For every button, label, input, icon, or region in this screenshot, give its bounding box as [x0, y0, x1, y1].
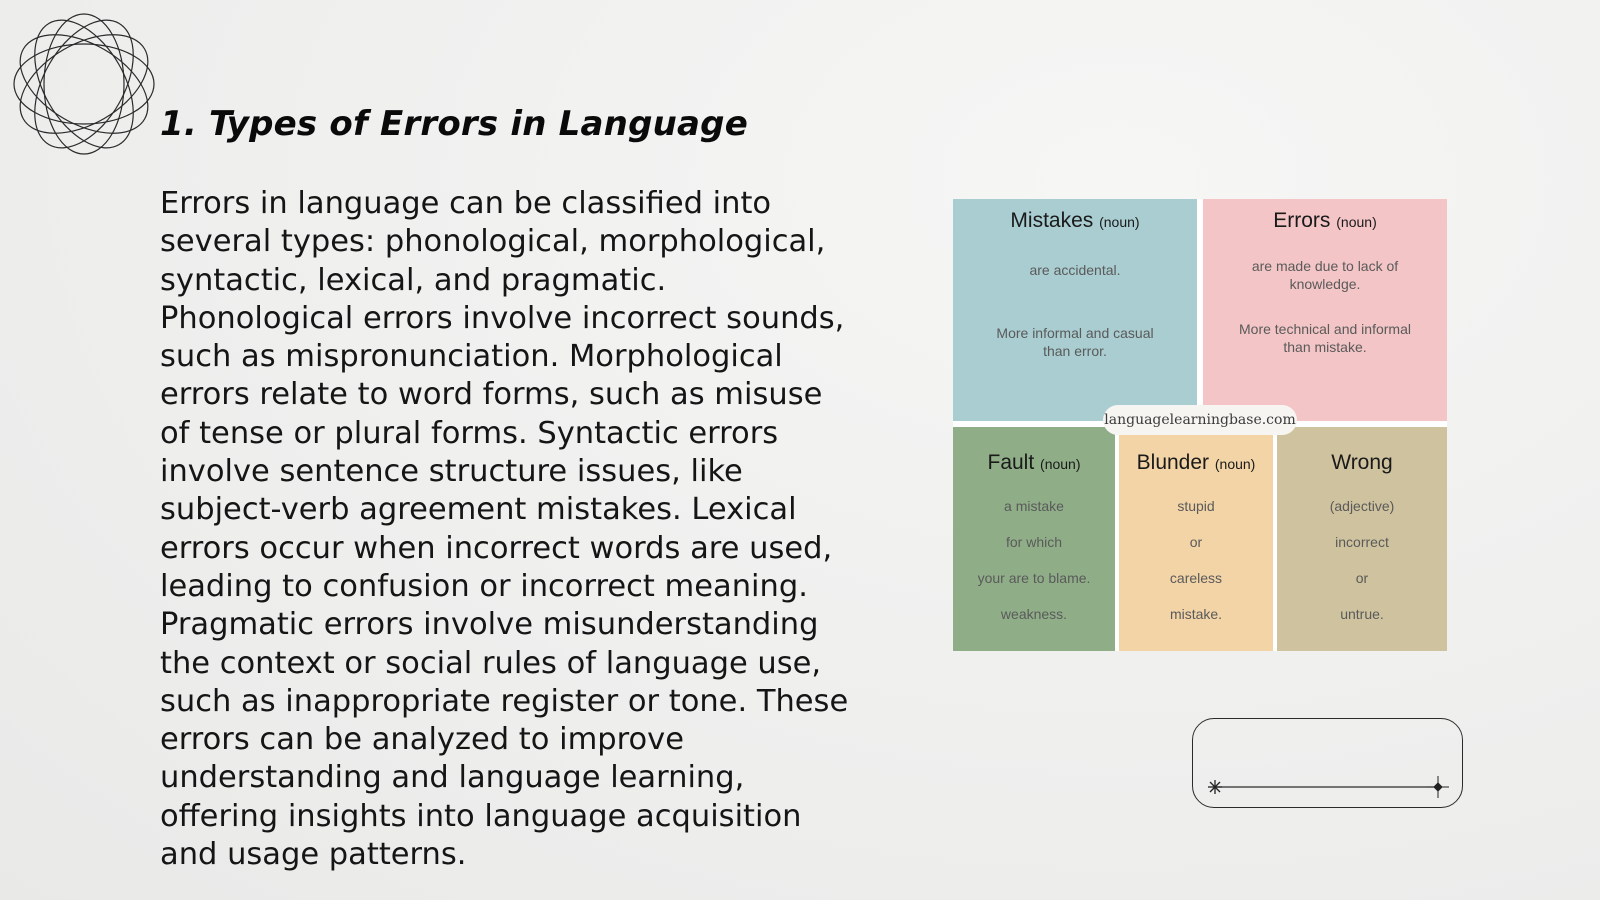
blunder-word: Blunder: [1136, 451, 1210, 474]
errors-line2: More technical and informal: [1239, 321, 1411, 337]
mistakes-line2: More informal and casual: [996, 325, 1154, 341]
errors-word: Errors: [1273, 209, 1331, 232]
body-line: syntactic, lexical, and pragmatic.: [160, 262, 667, 298]
body-line: such as mispronunciation. Morphological: [160, 339, 783, 375]
wrong-word: Wrong: [1331, 451, 1393, 474]
body-paragraph: [160, 185, 850, 874]
blunder-line: stupid: [1177, 498, 1215, 514]
wrong-line: incorrect: [1335, 534, 1389, 550]
body-line: understanding and language learning,: [160, 760, 745, 796]
body-line: the context or social rules of language use,: [160, 645, 822, 681]
blunder-line: careless: [1169, 570, 1223, 586]
fault-line: a mistake: [1004, 498, 1064, 514]
blunder-line: or: [1189, 534, 1203, 550]
slide-title: 1. Types of Errors in Language: [160, 104, 748, 144]
fault-pos: (noun): [1040, 456, 1081, 472]
body-line: errors relate to word forms, such as misuse: [160, 377, 823, 413]
body-line: Errors in language can be classified into: [160, 186, 772, 221]
interlocking-circles-icon: [8, 8, 160, 160]
fault-panel: [953, 427, 1115, 651]
mistakes-line3: than error.: [1043, 343, 1107, 359]
decorative-line-box: [1192, 718, 1463, 808]
body-line: Pragmatic errors involve misunderstanding: [160, 607, 819, 643]
body-line: Phonological errors involve incorrect sounds,: [160, 300, 845, 336]
sparkle-icon: [1208, 780, 1222, 794]
star-cross-icon: [1427, 776, 1449, 798]
error-types-infographic: [953, 199, 1447, 651]
wrong-line: untrue.: [1340, 606, 1384, 622]
body-line: involve sentence structure issues, like: [160, 454, 743, 490]
wrong-panel: [1277, 427, 1447, 651]
mistakes-word: Mistakes: [1010, 209, 1094, 232]
wrong-line: or: [1355, 570, 1369, 586]
fault-line: weakness.: [1000, 606, 1068, 622]
body-line: errors can be analyzed to improve: [160, 722, 684, 758]
errors-pos: (noun): [1336, 214, 1377, 230]
errors-line1b: knowledge.: [1289, 276, 1361, 292]
blunder-panel: [1119, 427, 1273, 651]
body-line: of tense or plural forms. Syntactic errors: [160, 415, 779, 451]
mistakes-panel: [953, 199, 1197, 421]
watermark-label: languagelearningbase.com: [1103, 405, 1297, 435]
body-line: and usage patterns.: [160, 837, 467, 873]
errors-panel: [1203, 199, 1447, 421]
body-line: such as inappropriate register or tone. These: [160, 683, 849, 719]
blunder-line: mistake.: [1169, 606, 1223, 622]
fault-line: your are to blame.: [977, 570, 1091, 586]
errors-line1: are made due to lack of: [1251, 258, 1399, 274]
errors-line3: than mistake.: [1283, 339, 1367, 355]
body-line: leading to confusion or incorrect meaning.: [160, 568, 808, 604]
body-line: subject-verb agreement mistakes. Lexical: [160, 492, 797, 528]
body-line: offering insights into language acquisition: [160, 798, 802, 834]
mistakes-pos: (noun): [1099, 214, 1140, 230]
fault-line: for which: [1005, 534, 1063, 550]
fault-word: Fault: [987, 451, 1035, 474]
decorative-line: [1193, 719, 1464, 809]
blunder-pos: (noun): [1214, 456, 1256, 472]
body-line: errors occur when incorrect words are used,: [160, 530, 833, 566]
mistakes-line1: are accidental.: [1029, 262, 1121, 278]
body-line: several types: phonological, morphological,: [160, 224, 826, 260]
wrong-line: (adjective): [1329, 498, 1395, 514]
